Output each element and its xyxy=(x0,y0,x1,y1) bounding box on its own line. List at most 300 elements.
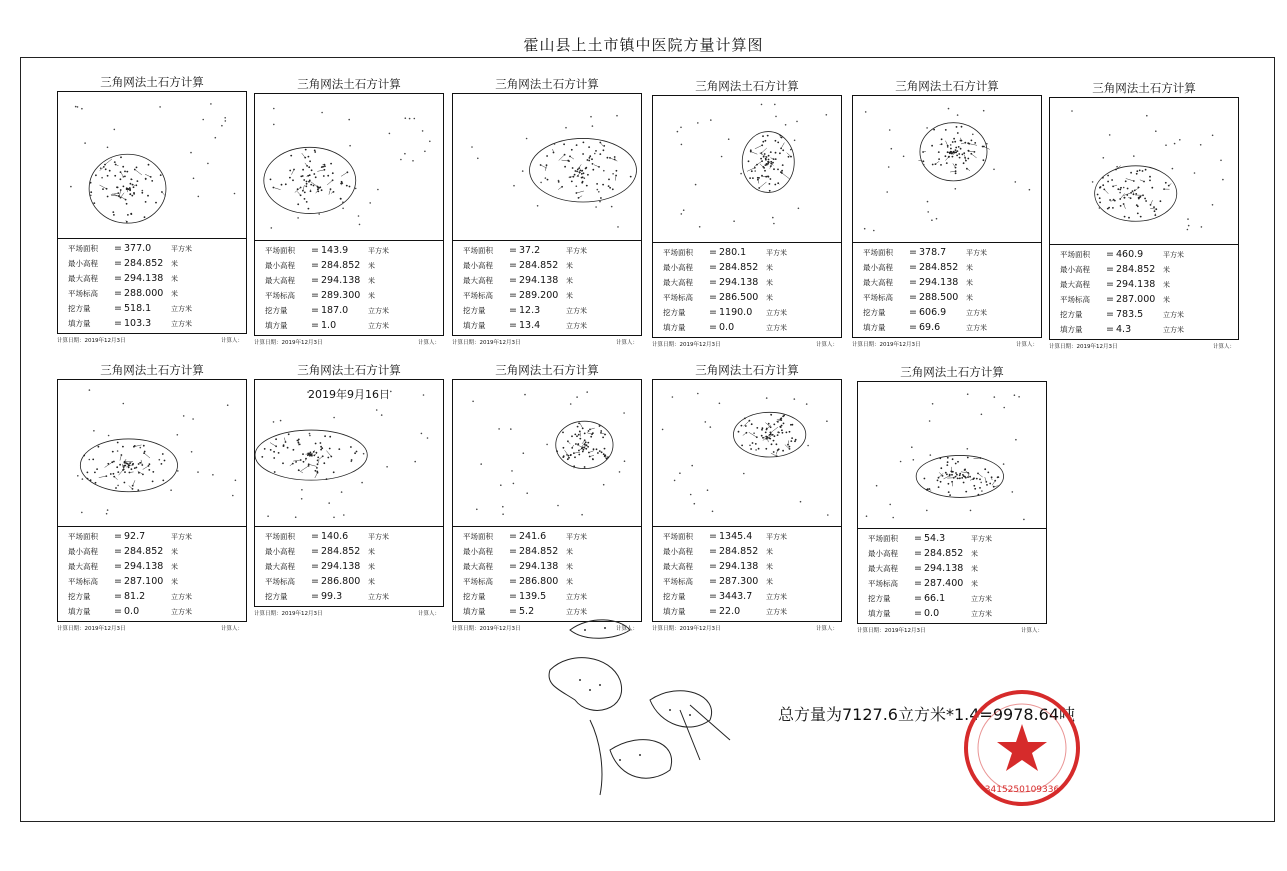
stat-row-max xyxy=(868,561,1046,576)
stat-row-level xyxy=(463,288,641,303)
calc-date: 计算日期：2019年12月3日 xyxy=(452,626,521,632)
stat-value: 0.0 xyxy=(719,322,735,333)
stat-label: 挖方量 xyxy=(68,592,91,601)
stat-unit: 平方米 xyxy=(766,533,787,541)
calc-panel xyxy=(852,77,1042,350)
stat-value: 783.5 xyxy=(1116,309,1144,320)
stat-value: 286.800 xyxy=(519,576,559,587)
stat-value: 280.1 xyxy=(719,247,747,258)
stats-table xyxy=(58,239,246,333)
stat-value: 284.852 xyxy=(719,262,759,273)
stat-row-fill xyxy=(265,318,443,333)
stats-table xyxy=(1050,245,1238,339)
panel-frame xyxy=(652,379,842,622)
stat-label: 最大高程 xyxy=(868,564,898,573)
stat-unit: 米 xyxy=(766,264,773,272)
stat-label: 最小高程 xyxy=(265,261,295,270)
stat-label: 最大高程 xyxy=(68,562,98,571)
stat-unit: 平方米 xyxy=(1163,251,1184,259)
equals-sign: = xyxy=(509,591,517,602)
equals-sign: = xyxy=(114,531,122,542)
survey-plot xyxy=(858,382,1046,529)
stat-value: 284.852 xyxy=(321,546,361,557)
stat-row-cut xyxy=(868,591,1046,606)
calc-date: 计算日期：2019年12月3日 xyxy=(452,340,521,346)
panel-frame xyxy=(652,95,842,338)
calc-date: 计算日期：2019年12月3日 xyxy=(254,340,323,346)
stat-label: 最小高程 xyxy=(868,549,898,558)
equals-sign: = xyxy=(1106,279,1114,290)
stats-table xyxy=(255,241,443,335)
stat-value: 294.138 xyxy=(519,561,559,572)
stats-table xyxy=(653,243,841,337)
equals-sign: = xyxy=(709,591,717,602)
stat-row-area xyxy=(463,529,641,544)
stat-label: 平场标高 xyxy=(868,579,898,588)
stat-unit: 米 xyxy=(766,578,773,586)
stats-table xyxy=(453,241,641,335)
panel-frame xyxy=(254,93,444,336)
stat-unit: 立方米 xyxy=(1163,326,1184,334)
site-overview-sketch xyxy=(530,610,760,810)
date-note: 2019年9月16日 xyxy=(308,388,390,401)
stat-row-min xyxy=(663,544,841,559)
stat-row-fill xyxy=(868,606,1046,621)
calc-date: 计算日期：2019年12月3日 xyxy=(652,626,721,632)
stat-value: 288.000 xyxy=(124,288,164,299)
equals-sign: = xyxy=(114,273,122,284)
stat-row-cut xyxy=(463,303,641,318)
stat-value: 54.3 xyxy=(924,533,946,544)
stat-row-fill xyxy=(68,316,246,331)
stat-unit: 立方米 xyxy=(1163,311,1184,319)
calc-panel xyxy=(857,363,1047,636)
stat-row-area xyxy=(265,529,443,544)
stats-table xyxy=(255,527,443,606)
panel-footer xyxy=(857,626,1047,636)
stat-unit: 米 xyxy=(966,294,973,302)
stat-unit: 米 xyxy=(1163,281,1170,289)
stat-label: 填方量 xyxy=(868,609,891,618)
stat-unit: 米 xyxy=(171,260,178,268)
stat-value: 81.2 xyxy=(124,591,146,602)
panel-footer xyxy=(254,609,444,619)
panel-frame xyxy=(452,93,642,336)
stat-label: 填方量 xyxy=(863,323,886,332)
stat-label: 平场面积 xyxy=(1060,250,1090,259)
stat-row-area xyxy=(868,531,1046,546)
stat-label: 填方量 xyxy=(1060,325,1083,334)
stat-label: 平场面积 xyxy=(868,534,898,543)
stat-row-cut xyxy=(68,589,246,604)
stat-unit: 米 xyxy=(966,279,973,287)
calculator-label: 计算人： xyxy=(615,626,638,632)
stat-unit: 米 xyxy=(766,548,773,556)
equals-sign: = xyxy=(311,320,319,331)
stat-value: 294.138 xyxy=(321,275,361,286)
panel-footer xyxy=(652,340,842,350)
equals-sign: = xyxy=(311,591,319,602)
stat-value: 294.138 xyxy=(124,273,164,284)
stat-label: 挖方量 xyxy=(68,304,91,313)
stat-label: 最大高程 xyxy=(463,276,493,285)
stat-label: 平场面积 xyxy=(265,246,295,255)
calc-date: 计算日期：2019年12月3日 xyxy=(652,342,721,348)
equals-sign: = xyxy=(909,262,917,273)
equals-sign: = xyxy=(909,307,917,318)
stat-value: 241.6 xyxy=(519,531,547,542)
stat-value: 284.852 xyxy=(719,546,759,557)
stat-value: 294.138 xyxy=(719,561,759,572)
svg-text:3415250109336: 3415250109336 xyxy=(984,785,1060,795)
equals-sign: = xyxy=(509,305,517,316)
stat-value: 294.138 xyxy=(924,563,964,574)
survey-plot xyxy=(58,92,246,239)
equals-sign: = xyxy=(509,546,517,557)
stat-unit: 立方米 xyxy=(566,608,587,616)
survey-plot xyxy=(453,94,641,241)
survey-points-drawing xyxy=(58,92,246,238)
stat-label: 最小高程 xyxy=(265,547,295,556)
stat-unit: 米 xyxy=(368,578,375,586)
stat-row-fill xyxy=(863,320,1041,335)
stat-row-area xyxy=(463,243,641,258)
calculator-label: 计算人： xyxy=(1212,344,1235,350)
stat-value: 284.852 xyxy=(321,260,361,271)
calc-panel xyxy=(57,73,247,346)
stat-unit: 平方米 xyxy=(766,249,787,257)
equals-sign: = xyxy=(311,576,319,587)
stat-unit: 立方米 xyxy=(766,593,787,601)
equals-sign: = xyxy=(709,247,717,258)
equals-sign: = xyxy=(114,288,122,299)
equals-sign: = xyxy=(114,318,122,329)
panel-footer xyxy=(57,336,247,346)
stat-row-area xyxy=(68,241,246,256)
survey-points-drawing xyxy=(255,94,443,240)
stat-row-area xyxy=(265,243,443,258)
panel-title: 三角网法土石方计算 xyxy=(695,79,799,93)
stat-unit: 平方米 xyxy=(368,533,389,541)
panel-frame xyxy=(57,91,247,334)
total-volume-summary: 总方量为7127.6立方米*1.4=9978.64吨 xyxy=(778,705,1076,724)
stat-unit: 立方米 xyxy=(966,309,987,317)
stat-unit: 米 xyxy=(1163,266,1170,274)
equals-sign: = xyxy=(909,292,917,303)
survey-points-drawing xyxy=(653,96,841,242)
stat-value: 294.138 xyxy=(919,277,959,288)
stat-unit: 立方米 xyxy=(566,322,587,330)
equals-sign: = xyxy=(709,576,717,587)
stat-label: 最大高程 xyxy=(663,562,693,571)
stat-value: 13.4 xyxy=(519,320,541,331)
stat-row-cut xyxy=(663,589,841,604)
stat-unit: 米 xyxy=(1163,296,1170,304)
stat-label: 挖方量 xyxy=(265,306,288,315)
stat-label: 平场标高 xyxy=(265,577,295,586)
equals-sign: = xyxy=(311,260,319,271)
stat-label: 最小高程 xyxy=(68,259,98,268)
equals-sign: = xyxy=(1106,309,1114,320)
stat-unit: 米 xyxy=(368,277,375,285)
stat-row-min xyxy=(463,544,641,559)
stat-unit: 米 xyxy=(766,279,773,287)
stat-label: 最大高程 xyxy=(1060,280,1090,289)
stat-label: 平场面积 xyxy=(663,532,693,541)
stat-value: 284.852 xyxy=(519,260,559,271)
document-title: 霍山县上土市镇中医院方量计算图 xyxy=(523,36,764,54)
equals-sign: = xyxy=(311,531,319,542)
panel-footer xyxy=(254,338,444,348)
stat-unit: 平方米 xyxy=(566,247,587,255)
stat-row-max xyxy=(863,275,1041,290)
stat-label: 最大高程 xyxy=(265,562,295,571)
equals-sign: = xyxy=(709,262,717,273)
panel-title: 三角网法土石方计算 xyxy=(1092,81,1196,95)
panel-title: 三角网法土石方计算 xyxy=(895,79,999,93)
equals-sign: = xyxy=(709,322,717,333)
stat-label: 平场标高 xyxy=(463,577,493,586)
stat-value: 287.100 xyxy=(124,576,164,587)
survey-points-drawing xyxy=(653,380,841,526)
calc-panel xyxy=(254,75,444,348)
stat-row-fill xyxy=(1060,322,1238,337)
equals-sign: = xyxy=(909,247,917,258)
stat-row-max xyxy=(663,559,841,574)
stat-unit: 米 xyxy=(766,563,773,571)
stat-label: 最小高程 xyxy=(463,261,493,270)
equals-sign: = xyxy=(909,322,917,333)
company-seal xyxy=(962,688,1082,808)
stat-value: 0.0 xyxy=(924,608,940,619)
equals-sign: = xyxy=(914,533,922,544)
calc-panel xyxy=(652,361,842,634)
survey-plot xyxy=(255,94,443,241)
stat-label: 最大高程 xyxy=(663,278,693,287)
stat-unit: 立方米 xyxy=(766,324,787,332)
stat-label: 最大高程 xyxy=(68,274,98,283)
stat-unit: 米 xyxy=(368,262,375,270)
stat-unit: 立方米 xyxy=(566,307,587,315)
equals-sign: = xyxy=(114,606,122,617)
equals-sign: = xyxy=(509,290,517,301)
calculator-label: 计算人： xyxy=(815,342,838,348)
stat-label: 平场面积 xyxy=(463,246,493,255)
equals-sign: = xyxy=(114,243,122,254)
equals-sign: = xyxy=(909,277,917,288)
equals-sign: = xyxy=(1106,324,1114,335)
stat-row-max xyxy=(68,559,246,574)
stat-label: 平场面积 xyxy=(68,244,98,253)
stat-row-area xyxy=(863,245,1041,260)
equals-sign: = xyxy=(509,245,517,256)
stat-row-fill xyxy=(68,604,246,619)
stat-unit: 立方米 xyxy=(171,593,192,601)
equals-sign: = xyxy=(914,608,922,619)
stat-value: 92.7 xyxy=(124,531,146,542)
calculator-label: 计算人： xyxy=(417,340,440,346)
equals-sign: = xyxy=(1106,249,1114,260)
stat-label: 平场标高 xyxy=(68,289,98,298)
stat-label: 最小高程 xyxy=(863,263,893,272)
stat-value: 139.5 xyxy=(519,591,547,602)
survey-points-drawing xyxy=(58,380,246,526)
stat-unit: 米 xyxy=(966,264,973,272)
equals-sign: = xyxy=(1106,294,1114,305)
stat-value: 284.852 xyxy=(1116,264,1156,275)
stat-label: 填方量 xyxy=(463,321,486,330)
stat-unit: 米 xyxy=(566,563,573,571)
stat-unit: 米 xyxy=(171,275,178,283)
stat-value: 294.138 xyxy=(519,275,559,286)
equals-sign: = xyxy=(709,546,717,557)
stat-unit: 平方米 xyxy=(171,533,192,541)
stat-unit: 米 xyxy=(171,290,178,298)
stat-unit: 米 xyxy=(171,578,178,586)
stat-value: 289.300 xyxy=(321,290,361,301)
equals-sign: = xyxy=(914,548,922,559)
stats-table xyxy=(58,527,246,621)
stat-row-level xyxy=(1060,292,1238,307)
panel-frame xyxy=(857,381,1047,624)
stat-row-fill xyxy=(663,320,841,335)
calculator-label: 计算人： xyxy=(815,626,838,632)
stat-value: 103.3 xyxy=(124,318,152,329)
calculator-label: 计算人： xyxy=(220,626,243,632)
stat-value: 294.138 xyxy=(321,561,361,572)
equals-sign: = xyxy=(509,275,517,286)
survey-plot xyxy=(453,380,641,527)
calc-date: 计算日期：2019年12月3日 xyxy=(1049,344,1118,350)
equals-sign: = xyxy=(311,305,319,316)
calculator-label: 计算人： xyxy=(1015,342,1038,348)
stat-unit: 米 xyxy=(566,548,573,556)
stat-label: 挖方量 xyxy=(868,594,891,603)
stat-label: 平场标高 xyxy=(68,577,98,586)
stat-row-level xyxy=(68,574,246,589)
panel-title: 三角网法土石方计算 xyxy=(100,363,204,377)
stat-value: 22.0 xyxy=(719,606,741,617)
stat-unit: 平方米 xyxy=(171,245,192,253)
stat-value: 143.9 xyxy=(321,245,349,256)
equals-sign: = xyxy=(509,561,517,572)
stat-value: 287.000 xyxy=(1116,294,1156,305)
stat-unit: 立方米 xyxy=(368,593,389,601)
stat-value: 294.138 xyxy=(1116,279,1156,290)
equals-sign: = xyxy=(709,277,717,288)
survey-plot xyxy=(58,380,246,527)
stat-value: 187.0 xyxy=(321,305,349,316)
stat-value: 377.0 xyxy=(124,243,152,254)
equals-sign: = xyxy=(311,245,319,256)
survey-plot xyxy=(1050,98,1238,245)
stat-row-min xyxy=(265,544,443,559)
stat-unit: 米 xyxy=(971,580,978,588)
stat-label: 填方量 xyxy=(68,319,91,328)
stat-value: 4.3 xyxy=(1116,324,1132,335)
calc-panel xyxy=(452,361,642,634)
stat-unit: 平方米 xyxy=(966,249,987,257)
equals-sign: = xyxy=(509,320,517,331)
stat-unit: 米 xyxy=(368,292,375,300)
stat-unit: 米 xyxy=(766,294,773,302)
stat-value: 5.2 xyxy=(519,606,535,617)
calc-date: 计算日期：2019年12月3日 xyxy=(57,626,126,632)
stat-unit: 立方米 xyxy=(171,305,192,313)
stat-row-max xyxy=(463,273,641,288)
stat-unit: 米 xyxy=(566,292,573,300)
equals-sign: = xyxy=(114,561,122,572)
panel-title: 三角网法土石方计算 xyxy=(495,363,599,377)
stat-label: 平场面积 xyxy=(265,532,295,541)
stat-value: 284.852 xyxy=(124,258,164,269)
panel-footer xyxy=(57,624,247,634)
stat-value: 287.400 xyxy=(924,578,964,589)
calculator-label: 计算人： xyxy=(615,340,638,346)
equals-sign: = xyxy=(114,576,122,587)
stat-value: 286.800 xyxy=(321,576,361,587)
stat-row-cut xyxy=(68,301,246,316)
stat-unit: 立方米 xyxy=(566,593,587,601)
stat-unit: 平方米 xyxy=(971,535,992,543)
stat-unit: 立方米 xyxy=(368,307,389,315)
equals-sign: = xyxy=(114,546,122,557)
survey-plot xyxy=(853,96,1041,243)
stat-value: 3443.7 xyxy=(719,591,753,602)
calculator-label: 计算人： xyxy=(1020,628,1043,634)
calc-date: 计算日期：2019年12月3日 xyxy=(57,338,126,344)
equals-sign: = xyxy=(114,258,122,269)
stat-row-max xyxy=(463,559,641,574)
stat-value: 0.0 xyxy=(124,606,140,617)
panel-title: 三角网法土石方计算 xyxy=(297,77,401,91)
stat-value: 1190.0 xyxy=(719,307,753,318)
stat-row-level xyxy=(265,574,443,589)
stat-unit: 立方米 xyxy=(368,322,389,330)
calc-panel xyxy=(254,361,444,619)
equals-sign: = xyxy=(709,292,717,303)
equals-sign: = xyxy=(709,307,717,318)
panel-frame xyxy=(254,379,444,607)
stat-label: 平场标高 xyxy=(463,291,493,300)
stat-value: 460.9 xyxy=(1116,249,1144,260)
stat-label: 挖方量 xyxy=(463,306,486,315)
calc-panel xyxy=(652,77,842,350)
stat-row-min xyxy=(663,260,841,275)
stat-row-max xyxy=(663,275,841,290)
stat-value: 66.1 xyxy=(924,593,946,604)
equals-sign: = xyxy=(509,531,517,542)
stat-value: 288.500 xyxy=(919,292,959,303)
stat-unit: 立方米 xyxy=(766,309,787,317)
stat-value: 378.7 xyxy=(919,247,947,258)
stat-label: 挖方量 xyxy=(1060,310,1083,319)
stat-label: 最小高程 xyxy=(663,547,693,556)
stat-row-cut xyxy=(265,589,443,604)
stat-row-cut xyxy=(863,305,1041,320)
stat-unit: 立方米 xyxy=(171,608,192,616)
stat-label: 最小高程 xyxy=(463,547,493,556)
stat-row-cut xyxy=(1060,307,1238,322)
stat-label: 平场标高 xyxy=(663,293,693,302)
stat-row-fill xyxy=(463,318,641,333)
stat-row-level xyxy=(663,290,841,305)
stat-value: 294.138 xyxy=(124,561,164,572)
stat-label: 平场标高 xyxy=(1060,295,1090,304)
survey-points-drawing xyxy=(453,94,641,240)
panel-title: 三角网法土石方计算 xyxy=(100,75,204,89)
stat-row-min xyxy=(1060,262,1238,277)
